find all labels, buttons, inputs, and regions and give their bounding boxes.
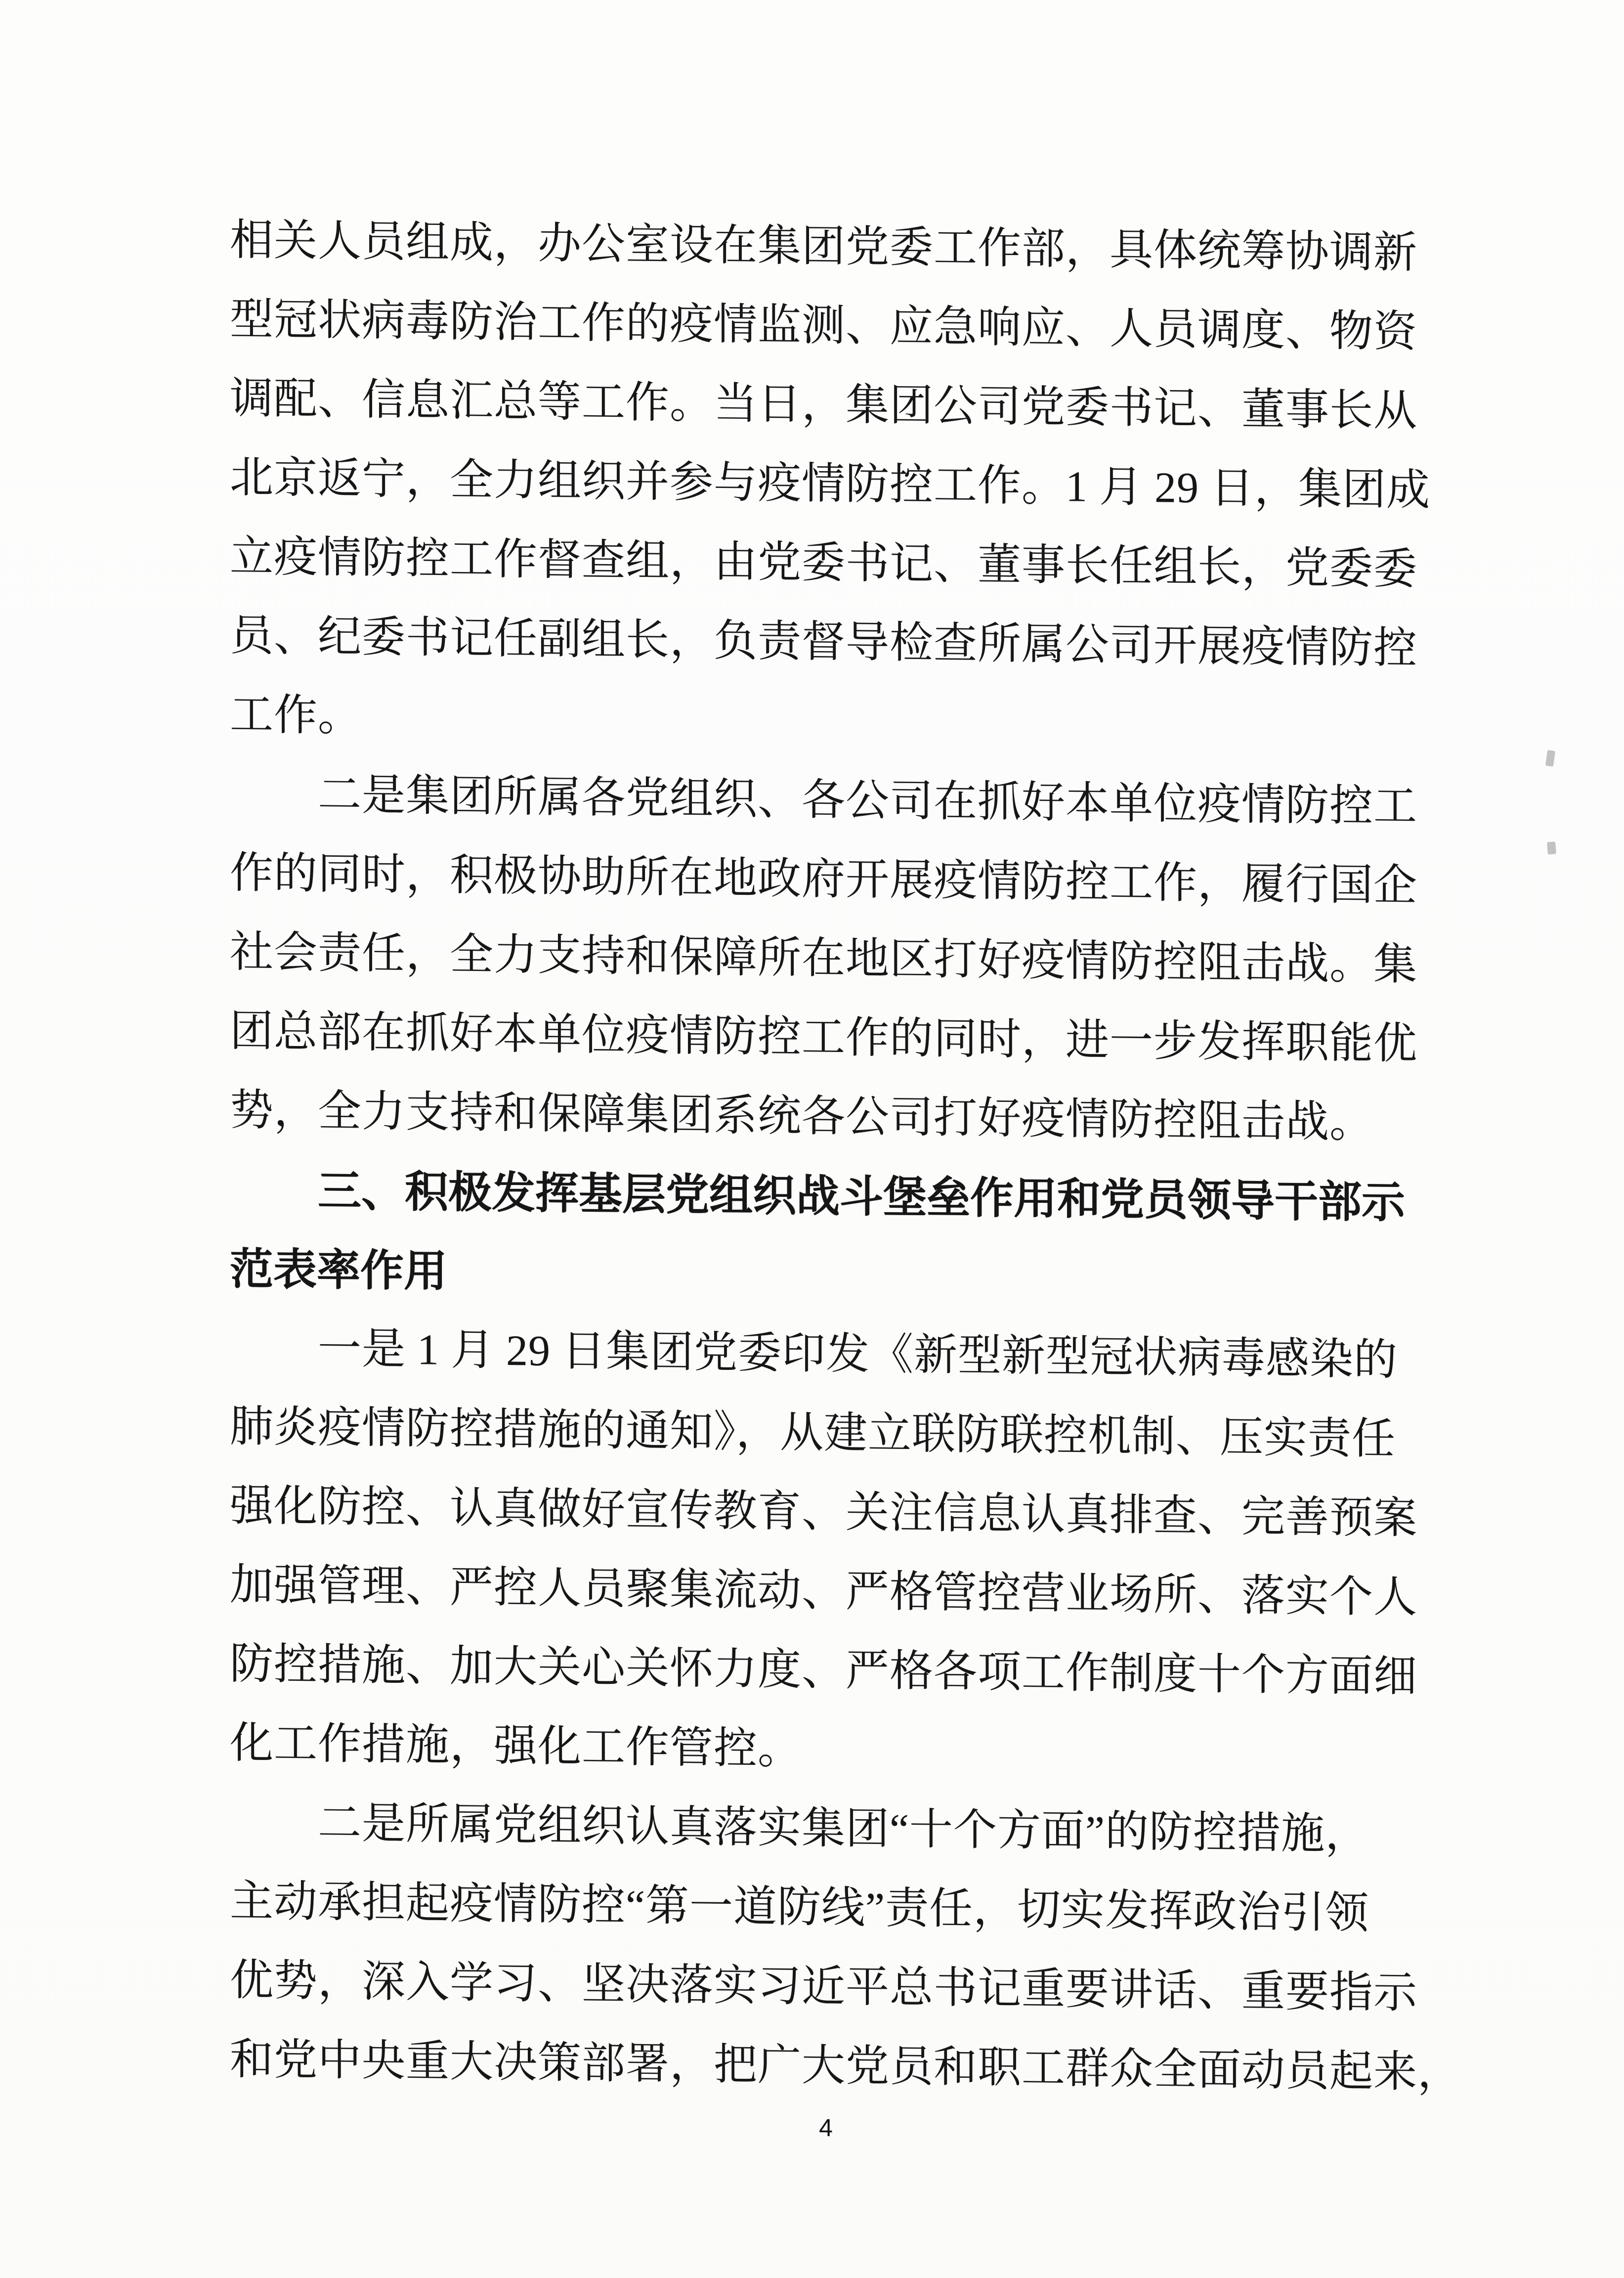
text-line: 强化防控、认真做好宣传教育、关注信息认真排查、完善预案 bbox=[230, 1482, 1418, 1543]
text-line: 加强管理、严控人员聚集流动、严格管控营业场所、落实个人 bbox=[230, 1561, 1418, 1622]
text-line: 势，全力支持和保障集团系统各公司打好疫情防控阻击战。 bbox=[230, 1087, 1374, 1147]
text-line: 相关人员组成，办公室设在集团党委工作部，具体统筹协调新 bbox=[230, 217, 1418, 278]
section-heading-line: 三、积极发挥基层党组织战斗堡垒作用和党员领导干部示 bbox=[318, 1166, 1406, 1227]
scan-artifact-speck bbox=[1547, 841, 1556, 854]
scan-artifact-speck bbox=[1545, 750, 1555, 767]
text-line: 型冠状病毒防治工作的疫情监测、应急响应、人员调度、物资 bbox=[230, 296, 1418, 357]
text-line: 社会责任，全力支持和保障所在地区打好疫情防控阻击战。集 bbox=[230, 928, 1418, 990]
text-line: 调配、信息汇总等工作。当日，集团公司党委书记、董事长从 bbox=[230, 375, 1418, 436]
paragraph-first-line: 二是集团所属各党组织、各公司在抓好本单位疫情防控工 bbox=[318, 771, 1418, 832]
text-line: 主动承担起疫情防控“第一道防线”责任，切实发挥政治引领 bbox=[230, 1878, 1369, 1938]
text-line: 防控措施、加大关心关怀力度、严格各项工作制度十个方面细 bbox=[230, 1640, 1418, 1702]
text-line: 团总部在抓好本单位疫情防控工作的同时，进一步发挥职能优 bbox=[230, 1008, 1418, 1069]
text-line: 立疫情防控工作督查组，由党委书记、董事长任组长，党委委 bbox=[230, 533, 1418, 594]
text-line: 工作。 bbox=[230, 691, 362, 741]
section-heading-line: 范表率作用 bbox=[230, 1244, 448, 1296]
paragraph-first-line: 二是所属党组织认真落实集团“十个方面”的防控措施， bbox=[318, 1799, 1369, 1859]
text-line: 优势，深入学习、坚决落实习近平总书记重要讲话、重要指示 bbox=[230, 1957, 1418, 2018]
text-line: 化工作措施，强化工作管控。 bbox=[230, 1719, 802, 1774]
document-body bbox=[230, 201, 1462, 2142]
text-line: 肺炎疫情防控措施的通知》，从建立联防联控机制、压实责任 bbox=[230, 1403, 1396, 1464]
text-line: 员、纪委书记任副组长，负责督导检查所属公司开展疫情防控 bbox=[230, 612, 1418, 673]
text-line: 作的同时，积极协助所在地政府开展疫情防控工作，履行国企 bbox=[230, 849, 1418, 911]
page-number: 4 bbox=[819, 2113, 833, 2142]
paragraph-first-line: 一是 1 月 29 日集团党委印发《新型新型冠状病毒感染的 bbox=[318, 1324, 1398, 1385]
text-line: 北京返宁，全力组织并参与疫情防控工作。1 月 29 日，集团成 bbox=[230, 454, 1431, 515]
text-line: 和党中央重大决策部署，把广大党员和职工群众全面动员起来， bbox=[230, 2036, 1462, 2097]
